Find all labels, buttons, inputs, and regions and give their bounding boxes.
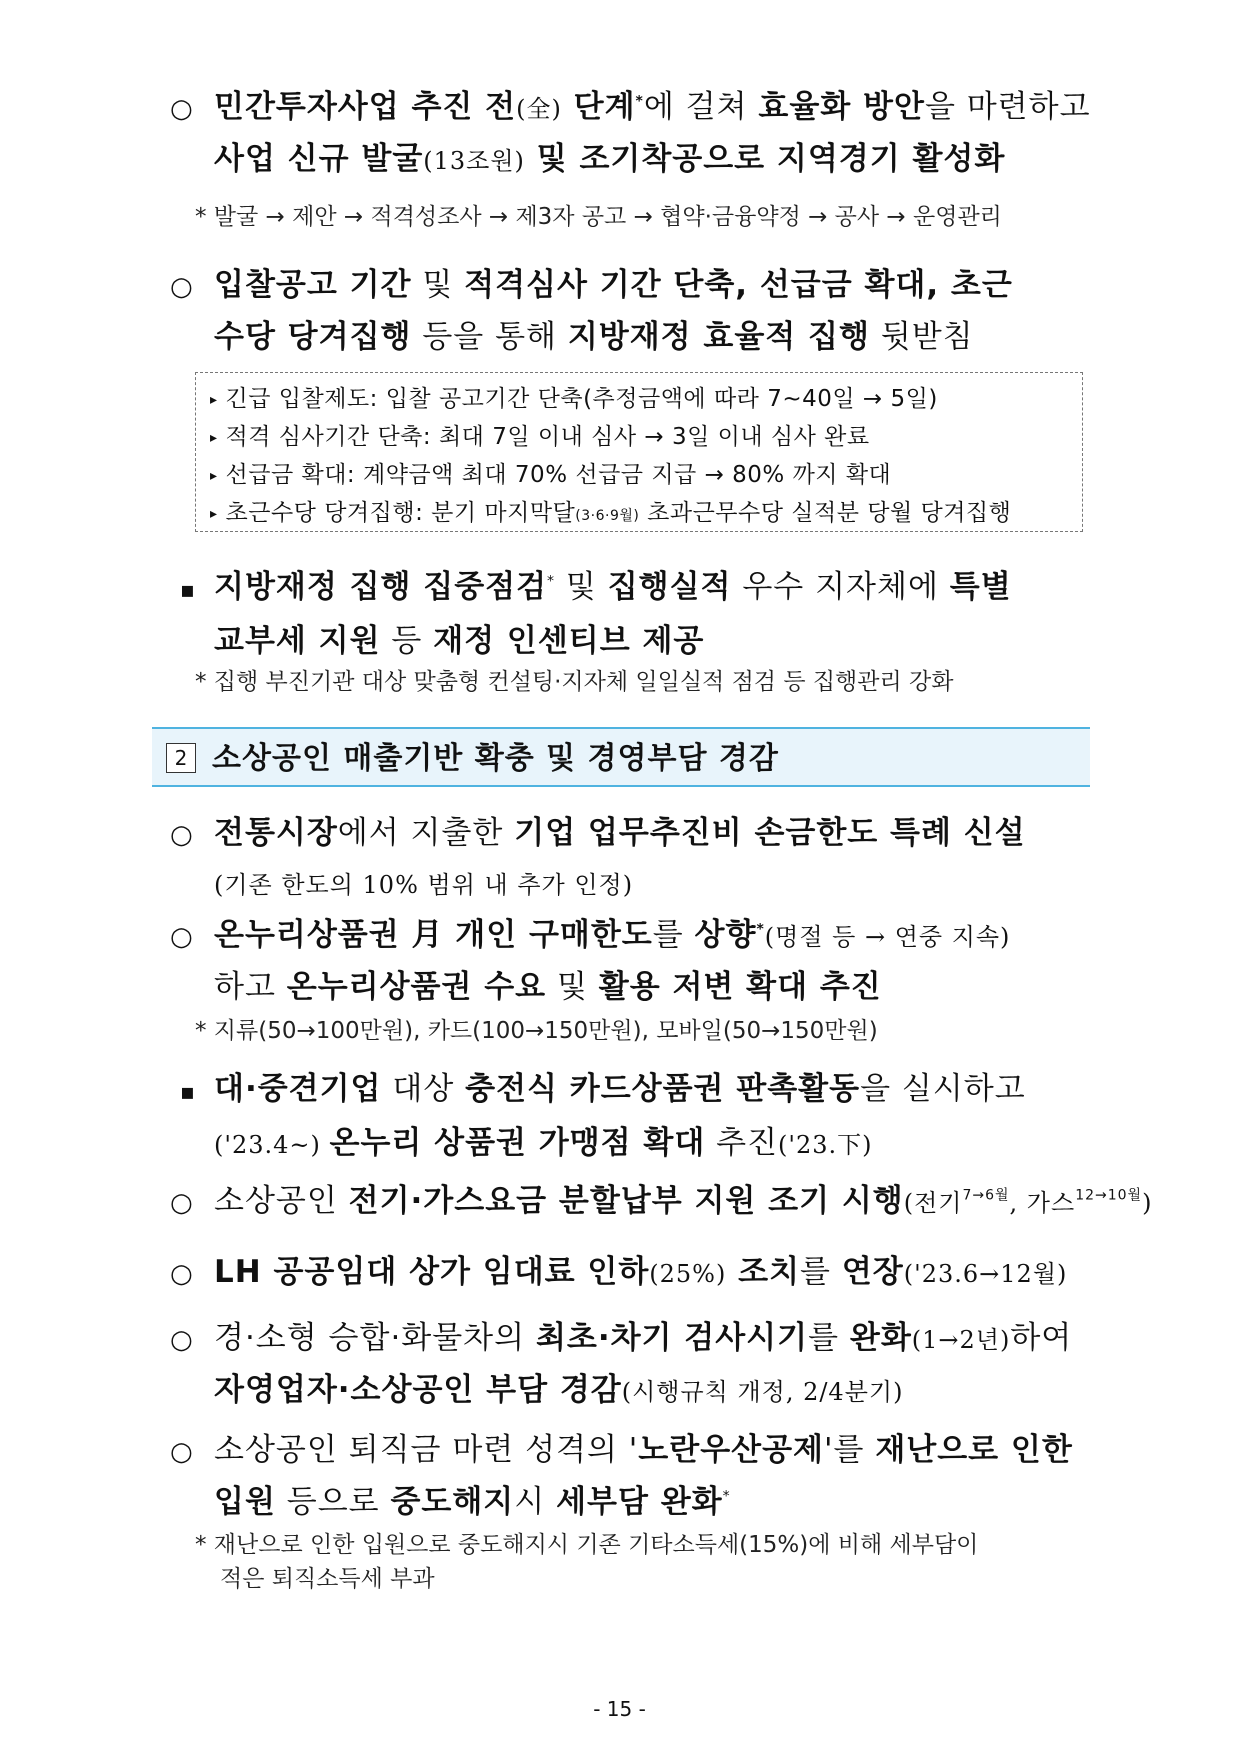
box-item: ▸ 초근수당 당겨집행: 분기 마지막달(3·6·9월) 초과근무수당 실적분 당월 당겨집행 <box>210 500 1012 526</box>
bullet-line: ○ 입찰공고 기간 및 적격심사 기간 단축, 선급금 확대, 초근 <box>170 260 1090 312</box>
footnote: * 재난으로 인한 입원으로 중도해지시 기존 기타소득세(15%)에 비해 세부담이 <box>195 1532 979 1558</box>
bullet-line: 교부세 지원 등 재정 인센티브 제공 <box>214 623 705 659</box>
bullet-line: ▪ 대·중견기업 대상 충전식 카드상품권 판촉활동을 실시하고 <box>170 1064 1090 1118</box>
bullet-line: (기존 한도의 10% 범위 내 추가 인정) <box>214 871 634 899</box>
bullet-line: 자영업자·소상공인 부담 경감(시행규칙 개정, 2/4분기) <box>214 1372 904 1408</box>
bullet-line: ○ 경·소형 승합·화물차의 최초·차기 검사시기를 완화(1→2년)하여 <box>170 1313 1090 1365</box>
bullet-line: ○ LH 공공임대 상가 임대료 인하(25%) 조치를 연장('23.6→12월) <box>170 1247 1090 1299</box>
page-number: - 15 - <box>593 1697 646 1721</box>
triangle-bullet-icon: ▸ <box>210 430 218 446</box>
bullet-yellow-umbrella <box>170 1425 1090 1527</box>
bullet-utility-bill <box>170 1176 1153 1228</box>
triangle-bullet-icon: ▸ <box>210 506 218 522</box>
box-item: ▸ 선급금 확대: 계약금액 최대 70% 선급금 지급 → 80% 까지 확대 <box>210 462 892 488</box>
bullet-line: ○ 소상공인 전기·가스요금 분할납부 지원 조기 시행(전기$^{7\to 6월}$, 가스$^{12\to 10월}$) <box>170 1176 1090 1228</box>
square-bullet-icon: ▪ <box>180 578 196 603</box>
triangle-bullet-icon: ▸ <box>210 468 218 484</box>
bullet-line: ○ 소상공인 퇴직금 마련 성격의 '노란우산공제'를 재난으로 인한 <box>170 1425 1090 1477</box>
bullet-line: ▪ 지방재정 집행 집중점검* 및 집행실적 우수 지자체에 특별 <box>170 562 1090 616</box>
triangle-bullet-icon: ▸ <box>210 392 218 408</box>
bullet-vehicle-inspection <box>170 1313 1090 1417</box>
bullet-line: 수당 당겨집행 등을 통해 지방재정 효율적 집행 뒷받침 <box>214 319 974 355</box>
circle-bullet-icon: ○ <box>170 1259 194 1289</box>
bullet-line: 입원 등으로 중도해지시 세부담 완화* <box>214 1484 731 1520</box>
detail-box <box>195 372 1083 532</box>
section-title: 소상공인 매출기반 확충 및 경영부담 경감 <box>212 741 779 776</box>
circle-bullet-icon: ○ <box>170 820 194 850</box>
section-number: 2 <box>166 743 196 773</box>
bullet-line: ○ 전통시장에서 지출한 기업 업무추진비 손금한도 특례 신설 <box>170 808 1090 860</box>
circle-bullet-icon: ○ <box>170 1188 194 1218</box>
bullet-onnuri <box>170 910 1090 1012</box>
bullet-traditional-market <box>170 808 1090 910</box>
bullet-lh-rent <box>170 1247 1090 1299</box>
footnote: 적은 퇴직소득세 부과 <box>220 1566 435 1592</box>
box-item: ▸ 적격 심사기간 단축: 최대 7일 이내 심사 → 3일 이내 심사 완료 <box>210 424 870 450</box>
footnote: * 집행 부진기관 대상 맞춤형 컨설팅·지자체 일일실적 점검 등 집행관리 강화 <box>195 669 954 695</box>
bullet-line: ○ 민간투자사업 추진 전(全) 단계*에 걸쳐 효율화 방안을 마련하고 <box>170 82 1090 134</box>
bullet-line: 하고 온누리상품권 수요 및 활용 저변 확대 추진 <box>214 969 882 1005</box>
bullet-gift-card <box>170 1064 1090 1170</box>
square-bullet-icon: ▪ <box>180 1080 196 1105</box>
bullet-line: ○ 온누리상품권 月 개인 구매한도를 상향*(명절 등 → 연중 지속) <box>170 910 1090 962</box>
bullet-line: ('23.4~) 온누리 상품권 가맹점 확대 추진('23.下) <box>214 1125 873 1161</box>
bullet-bidding <box>170 260 1090 362</box>
footnote: * 발굴 → 제안 → 적격성조사 → 제3자 공고 → 협약·금융약정 → 공사 → 운영관리 <box>195 204 1002 230</box>
footnote: * 지류(50→100만원), 카드(100→150만원), 모바일(50→150만원) <box>195 1018 878 1044</box>
box-item: ▸ 긴급 입찰제도: 입찰 공고기간 단축(추정금액에 따라 7~40일 → 5일) <box>210 386 938 412</box>
circle-bullet-icon: ○ <box>170 272 194 302</box>
section-header <box>152 727 1090 787</box>
circle-bullet-icon: ○ <box>170 922 194 952</box>
bullet-local-finance <box>170 562 1090 666</box>
bullet-line: 사업 신규 발굴(13조원) 및 조기착공으로 지역경기 활성화 <box>214 141 1006 177</box>
circle-bullet-icon: ○ <box>170 1325 194 1355</box>
circle-bullet-icon: ○ <box>170 1437 194 1467</box>
bullet-private-investment <box>170 82 1090 186</box>
circle-bullet-icon: ○ <box>170 94 194 124</box>
